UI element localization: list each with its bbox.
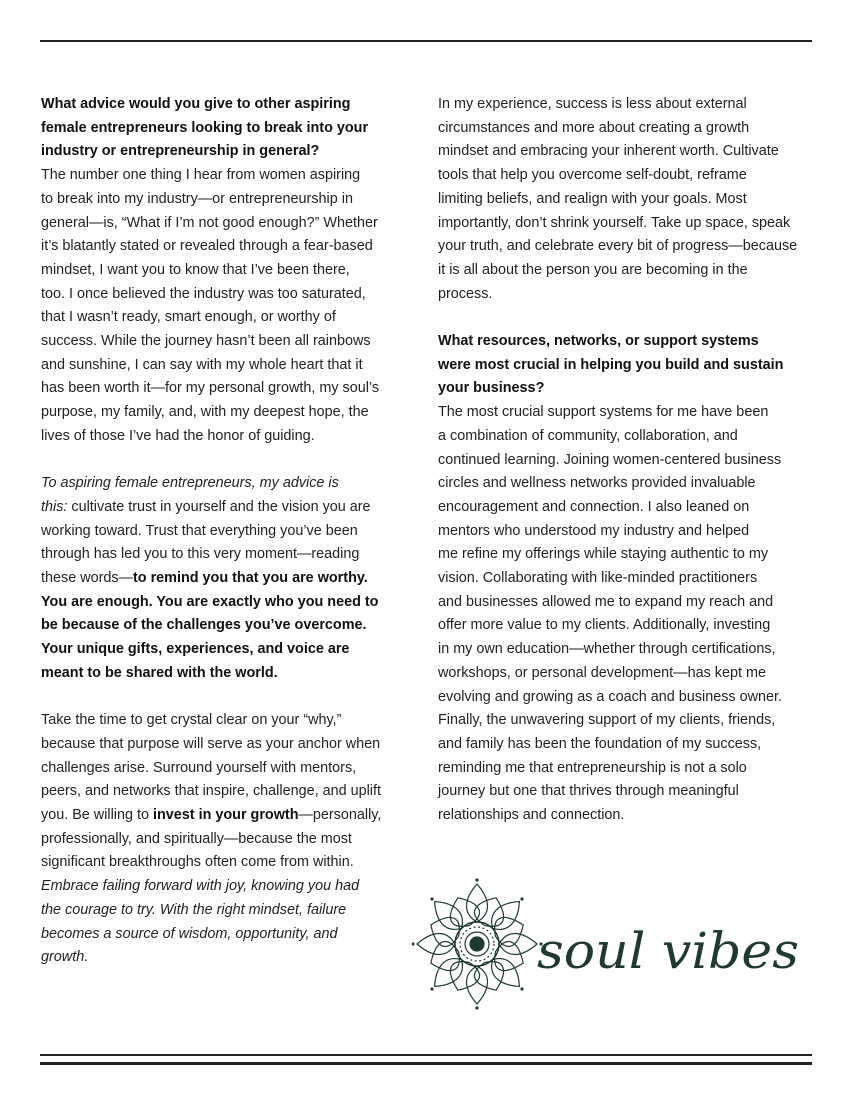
advice-paragraph <box>41 472 413 685</box>
success-line: importantly, don’t shrink yourself. Take up space, speak <box>438 214 791 231</box>
advice-bold: be because of the challenges you’ve overcome. <box>41 617 367 634</box>
soul-vibes-logo <box>412 876 812 1016</box>
left-column <box>41 93 413 970</box>
closing-italic: becomes a source of wisdom, opportunity, and <box>41 925 338 942</box>
answer-1-line: success. While the journey hasn’t been all rainbows <box>41 333 371 350</box>
advice-text: through has led you to this very moment—reading <box>41 546 360 563</box>
advice-bold: You are enough. You are exactly who you need to <box>41 593 379 610</box>
closing-line: significant breakthroughs often come from within. <box>41 854 354 871</box>
closing-line: you. Be willing to <box>41 807 153 824</box>
right-column <box>438 93 818 828</box>
logo-text: soul vibes <box>537 922 799 980</box>
closing-italic: Embrace failing forward with joy, knowing you had <box>41 878 360 895</box>
question-2 <box>438 330 818 401</box>
closing-line: Take the time to get crystal clear on your “why,” <box>41 712 342 729</box>
question-1-line: female entrepreneurs looking to break into your <box>41 119 369 136</box>
advice-italic: this: <box>41 498 68 515</box>
answer-1-line: has been worth it—for my personal growth, my soul’s <box>41 380 380 397</box>
closing-italic: the courage to try. With the right mindset, failure <box>41 901 347 918</box>
advice-bold: Your unique gifts, experiences, and voice are <box>41 641 350 658</box>
answer-2-line: Finally, the unwavering support of my clients, friends, <box>438 712 776 729</box>
advice-bold: to remind you that you are worthy. <box>132 570 368 587</box>
answer-2-line: and businesses allowed me to expand my reach and <box>438 593 774 610</box>
question-2-line: What resources, networks, or support systems <box>438 333 759 350</box>
answer-2-line: encouragement and connection. I also leaned on <box>438 498 750 515</box>
answer-2-line: a combination of community, collaboration, and <box>438 427 738 444</box>
answer-2-line: relationships and connection. <box>438 807 625 824</box>
success-line: process. <box>438 285 493 302</box>
answer-2-line: The most crucial support systems for me have been <box>438 404 769 421</box>
closing-line: professionally, and spiritually—because the most <box>41 830 352 847</box>
answer-1-line: general—is, “What if I’m not good enough?” Whether <box>41 214 378 231</box>
answer-1-line: and sunshine, I can say with my whole heart that it <box>41 356 363 373</box>
answer-1-line: purpose, my family, and, with my deepest hope, the <box>41 404 369 421</box>
question-2-line: your business? <box>438 380 545 397</box>
answer-1-line: The number one thing I hear from women aspiring <box>41 167 361 184</box>
mandala-icon <box>412 878 543 1009</box>
closing-line: —personally, <box>298 807 382 824</box>
closing-italic: growth. <box>41 949 89 966</box>
success-paragraph <box>438 93 818 306</box>
answer-2 <box>438 401 818 828</box>
question-2-line: were most crucial in helping you build and sustain <box>438 356 784 373</box>
answer-2-line: workshops, or personal development—has kept me <box>438 664 766 681</box>
closing-line: peers, and networks that inspire, challenge, and uplift <box>41 783 381 800</box>
answer-2-line: and family has been the foundation of my success, <box>438 735 762 752</box>
advice-text: these words— <box>41 570 133 587</box>
answer-1-line: that I wasn’t ready, smart enough, or worthy of <box>41 309 336 326</box>
question-1-line: industry or entrepreneurship in general? <box>41 143 320 160</box>
success-line: your truth, and celebrate every bit of progress—because <box>438 238 798 255</box>
question-1-line: What advice would you give to other aspiring <box>41 96 351 112</box>
answer-2-line: vision. Collaborating with like-minded practitioners <box>438 570 758 587</box>
success-line: circumstances and more about creating a growth <box>438 119 750 136</box>
advice-text: cultivate trust in yourself and the vision you are <box>67 498 371 515</box>
success-line: it is all about the person you are becoming in the <box>438 261 748 278</box>
answer-2-line: in my own education—whether through certifications, <box>438 641 776 658</box>
answer-2-line: me refine my offerings while staying authentic to my <box>438 546 769 563</box>
top-rule <box>40 40 812 42</box>
advice-text: working toward. Trust that everything you’ve been <box>41 522 358 539</box>
answer-1-line: lives of those I’ve had the honor of guiding. <box>41 427 315 444</box>
answer-2-line: offer more value to my clients. Additionally, investing <box>438 617 771 634</box>
success-line: tools that help you overcome self-doubt, reframe <box>438 167 747 184</box>
answer-2-line: evolving and growing as a coach and business owner. <box>438 688 782 705</box>
closing-line: challenges arise. Surround yourself with mentors, <box>41 759 357 776</box>
answer-1 <box>41 164 413 448</box>
success-line: In my experience, success is less about external <box>438 96 747 112</box>
success-line: limiting beliefs, and realign with your goals. Most <box>438 190 747 207</box>
advice-bold: meant to be shared with the world. <box>41 664 278 681</box>
answer-2-line: mentors who understood my industry and helped <box>438 522 750 539</box>
answer-1-line: mindset, I want you to know that I’ve been there, <box>41 261 350 278</box>
answer-2-line: journey but one that thrives through meaningful <box>438 783 739 800</box>
answer-2-line: reminding me that entrepreneurship is not a solo <box>438 759 747 776</box>
answer-1-line: to break into my industry—or entrepreneurship in <box>41 190 353 207</box>
advice-italic: To aspiring female entrepreneurs, my advice is <box>41 475 339 492</box>
answer-1-line: it’s blatantly stated or revealed through a fear-based <box>41 238 373 255</box>
closing-bold: invest in your growth <box>152 807 299 824</box>
question-1 <box>41 93 413 164</box>
success-line: mindset and embracing your inherent worth. Cultivate <box>438 143 779 160</box>
answer-2-line: continued learning. Joining women-centered business <box>438 451 782 468</box>
closing-paragraph <box>41 709 413 970</box>
answer-1-line: too. I once believed the industry was too saturated, <box>41 285 366 302</box>
closing-line: because that purpose will serve as your anchor when <box>41 735 381 752</box>
answer-2-line: circles and wellness networks provided invaluable <box>438 475 756 492</box>
bottom-rule <box>40 1054 812 1065</box>
